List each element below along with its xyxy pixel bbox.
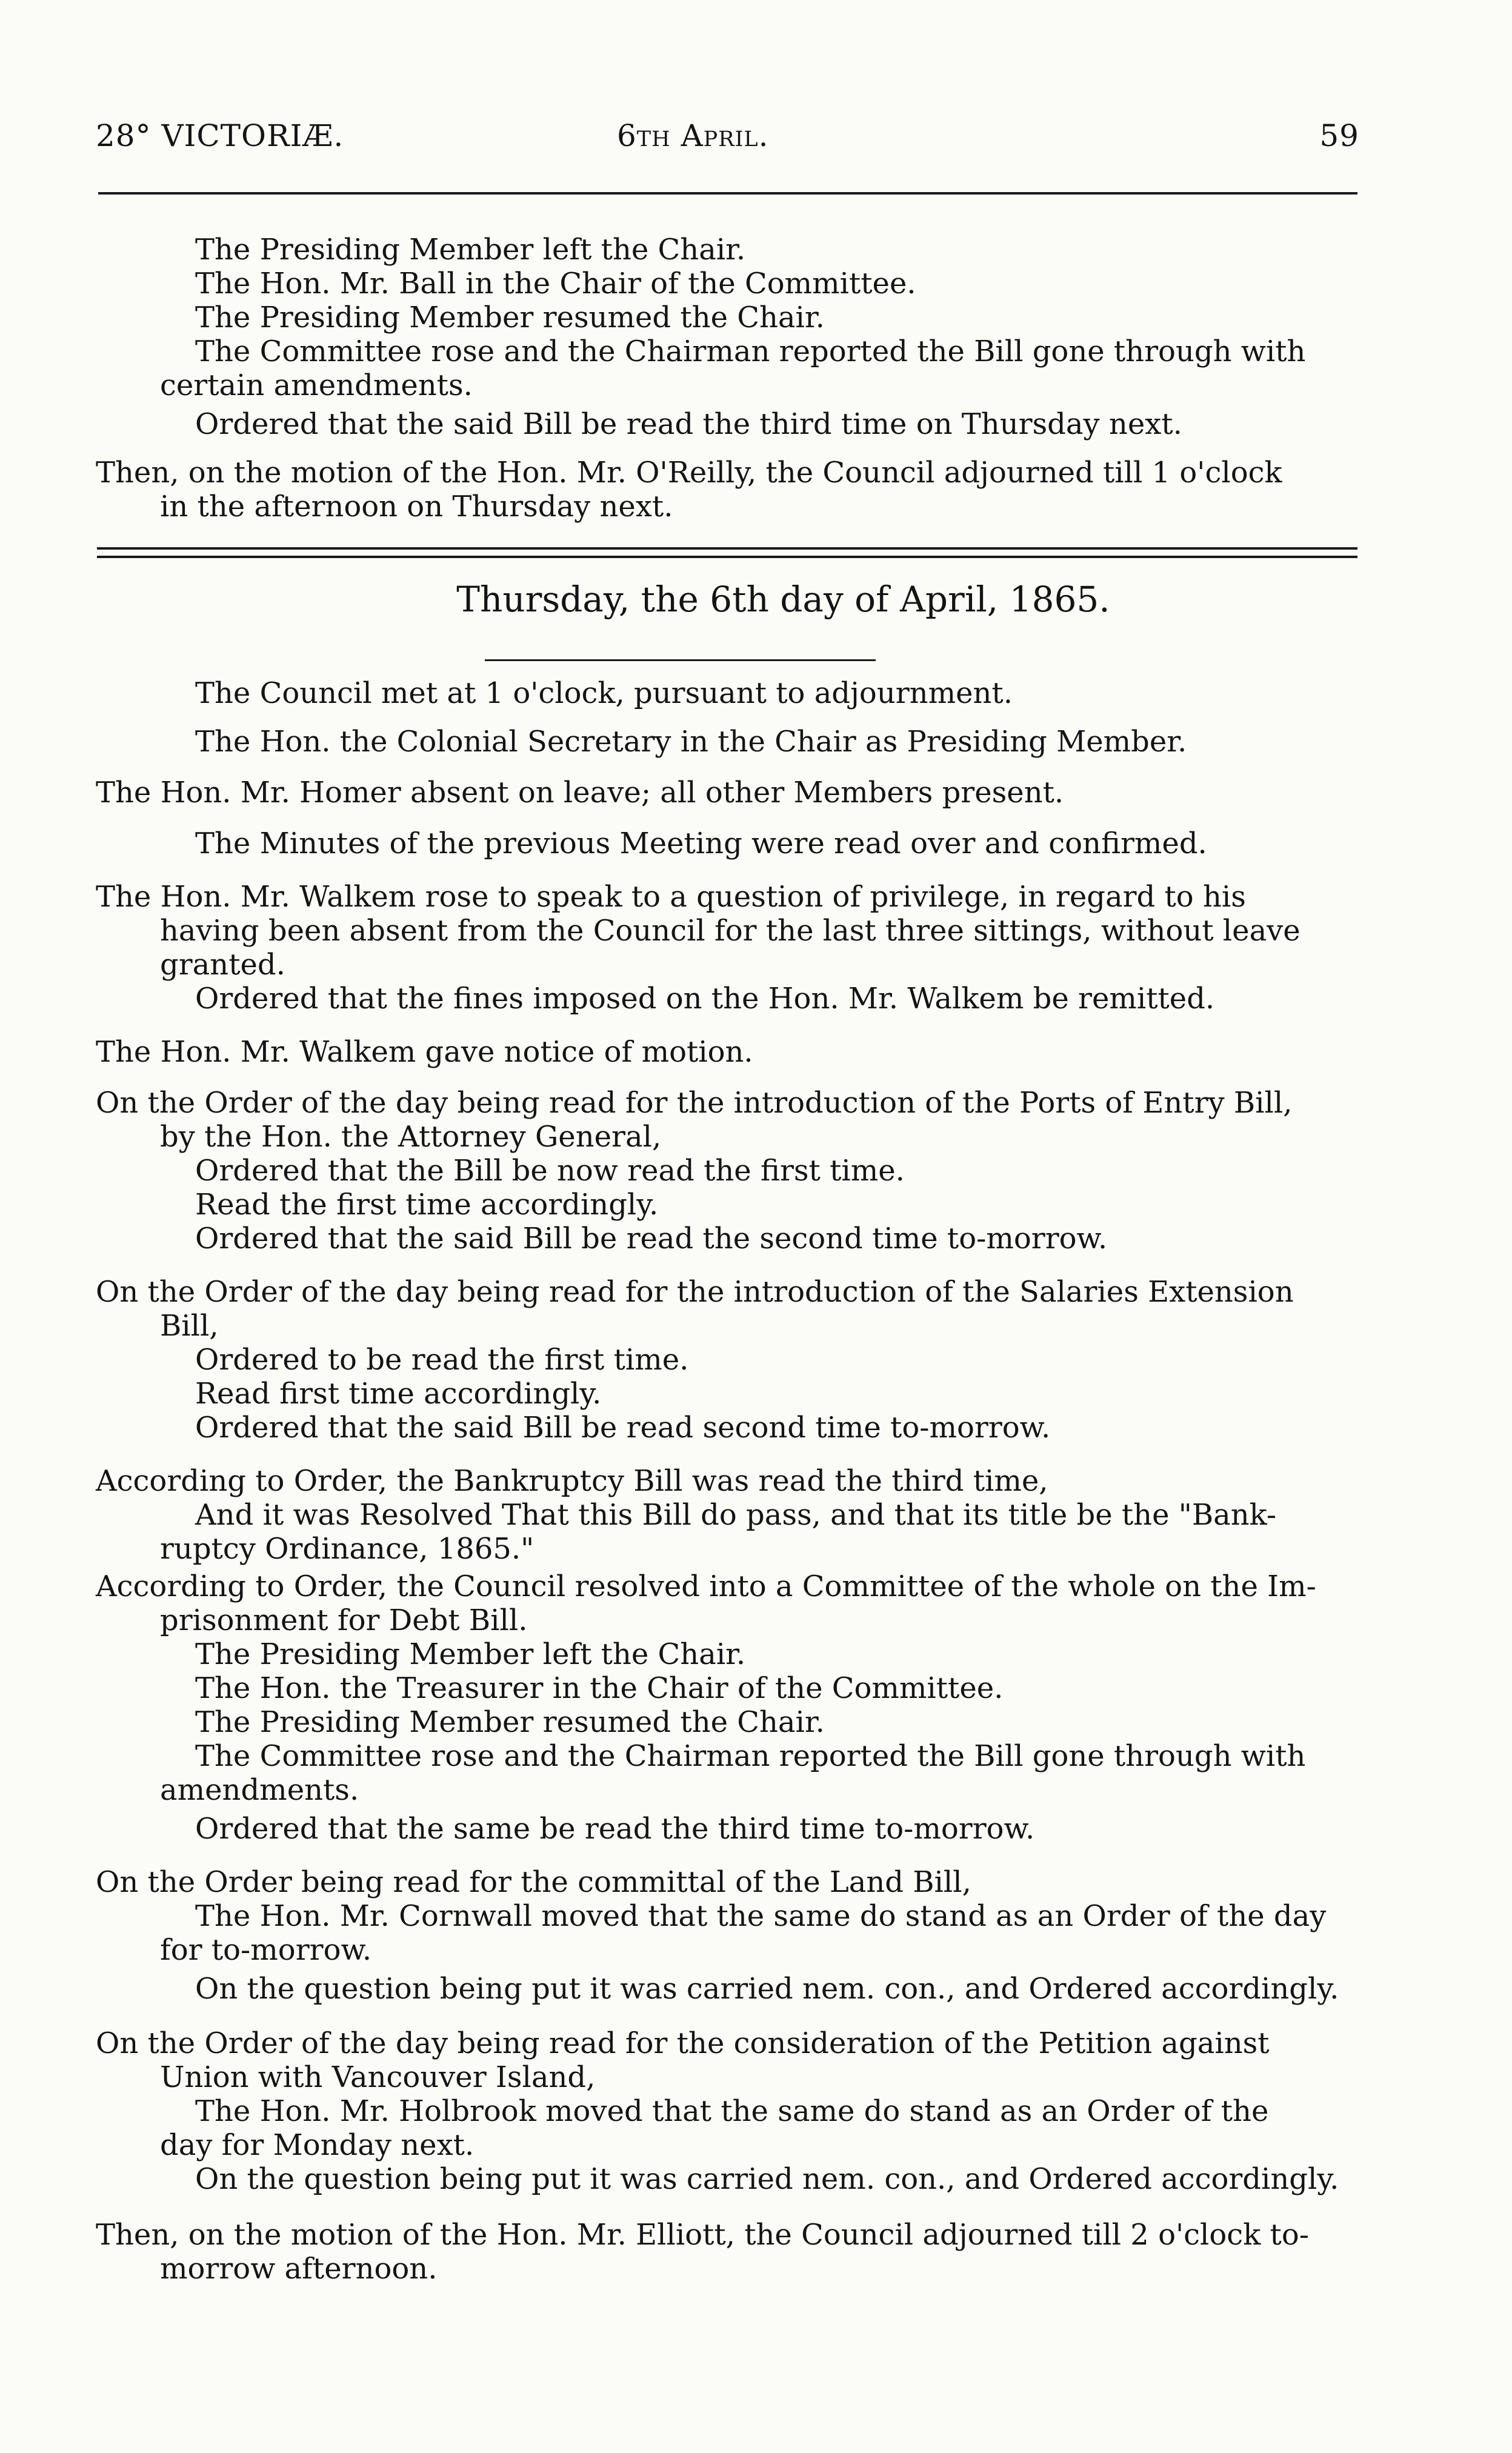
text-line: day for Monday next.: [160, 2128, 475, 2162]
text-line: The Presiding Member resumed the Chair.: [195, 301, 825, 334]
text-line: certain amendments.: [160, 368, 473, 402]
text-line: The Hon. Mr. Ball in the Chair of the Committee.: [195, 267, 916, 301]
text-line: And it was Resolved That this Bill do pass, and that its title be the "Bank-: [195, 1498, 1277, 1532]
text-line: prisonment for Debt Bill.: [160, 1603, 528, 1637]
text-line: Union with Vancouver Island,: [160, 2060, 596, 2094]
text-line: The Minutes of the previous Meeting were read over and confirmed.: [195, 827, 1207, 860]
text-line: Ordered that the fines imposed on the Hon. Mr. Walkem be remitted.: [195, 982, 1215, 1016]
page-number: 59: [1319, 118, 1359, 153]
text-line: Ordered that the same be read the third time to-morrow.: [195, 1812, 1035, 1846]
text-line: The Presiding Member left the Chair.: [195, 1637, 746, 1671]
text-line: Bill,: [160, 1309, 219, 1343]
text-line: Read first time accordingly.: [195, 1377, 602, 1411]
text-line: The Committee rose and the Chairman reported the Bill gone through with: [195, 1739, 1306, 1773]
text-line: ruptcy Ordinance, 1865.": [160, 1532, 535, 1566]
text-line: Then, on the motion of the Hon. Mr. Elliott, the Council adjourned till 2 o'clock to-: [96, 2218, 1309, 2252]
running-head-date: 6th April.: [617, 118, 769, 153]
header-rule: [98, 192, 1357, 195]
text-line: The Hon. Mr. Walkem rose to speak to a question of privilege, in regard to his: [96, 880, 1246, 914]
text-line: for to-morrow.: [160, 1933, 372, 1967]
text-line: The Hon. Mr. Holbrook moved that the same do stand as an Order of the: [195, 2094, 1269, 2128]
text-line: Ordered that the said Bill be read the second time to-morrow.: [195, 1222, 1108, 1256]
section-rule-bottom: [97, 556, 1357, 558]
text-line: amendments.: [160, 1773, 359, 1807]
running-head: [96, 118, 1359, 161]
text-line: Ordered to be read the first time.: [195, 1343, 689, 1377]
heading-underline: [485, 659, 876, 661]
text-line: The Hon. the Colonial Secretary in the Chair as Presiding Member.: [195, 725, 1187, 759]
text-line: Ordered that the Bill be now read the first time.: [195, 1154, 905, 1188]
text-line: by the Hon. the Attorney General,: [160, 1120, 662, 1154]
text-line: in the afternoon on Thursday next.: [160, 490, 673, 524]
text-line: Read the first time accordingly.: [195, 1188, 659, 1222]
text-line: Ordered that the said Bill be read the third time on Thursday next.: [195, 407, 1182, 441]
text-line: On the Order being read for the committal of the Land Bill,: [96, 1865, 971, 1899]
text-line: The Hon. Mr. Walkem gave notice of motion.: [96, 1035, 753, 1069]
text-line: having been absent from the Council for the last three sittings, without leave: [160, 914, 1301, 948]
text-line: On the Order of the day being read for the introduction of the Salaries Extension: [96, 1275, 1294, 1309]
text-line: On the question being put it was carried nem. con., and Ordered accordingly.: [195, 2162, 1339, 2196]
text-line: Ordered that the said Bill be read second time to-morrow.: [195, 1411, 1051, 1445]
date-heading: Thursday, the 6th day of April, 1865.: [456, 579, 1110, 620]
text-line: According to Order, the Council resolved into a Committee of the whole on the Im-: [96, 1569, 1316, 1603]
running-head-title: 28° VICTORIÆ.: [96, 118, 344, 153]
text-line: According to Order, the Bankruptcy Bill was read the third time,: [96, 1464, 1048, 1498]
text-line: Then, on the motion of the Hon. Mr. O'Reilly, the Council adjourned till 1 o'clock: [96, 456, 1282, 490]
text-line: granted.: [160, 948, 285, 982]
text-line: On the Order of the day being read for the consideration of the Petition against: [96, 2026, 1270, 2060]
text-line: On the question being put it was carried nem. con., and Ordered accordingly.: [195, 1972, 1339, 2006]
text-line: The Presiding Member resumed the Chair.: [195, 1705, 825, 1739]
section-rule-top: [97, 547, 1357, 550]
text-line: The Hon. Mr. Cornwall moved that the same do stand as an Order of the day: [195, 1899, 1327, 1933]
text-line: The Presiding Member left the Chair.: [195, 233, 746, 267]
text-line: On the Order of the day being read for the introduction of the Ports of Entry Bill,: [96, 1086, 1293, 1120]
text-line: The Council met at 1 o'clock, pursuant to adjournment.: [195, 676, 1013, 710]
text-line: The Hon. the Treasurer in the Chair of the Committee.: [195, 1671, 1004, 1705]
text-line: The Committee rose and the Chairman reported the Bill gone through with: [195, 334, 1306, 368]
text-line: The Hon. Mr. Homer absent on leave; all other Members present.: [96, 776, 1064, 810]
text-line: morrow afternoon.: [160, 2252, 438, 2286]
